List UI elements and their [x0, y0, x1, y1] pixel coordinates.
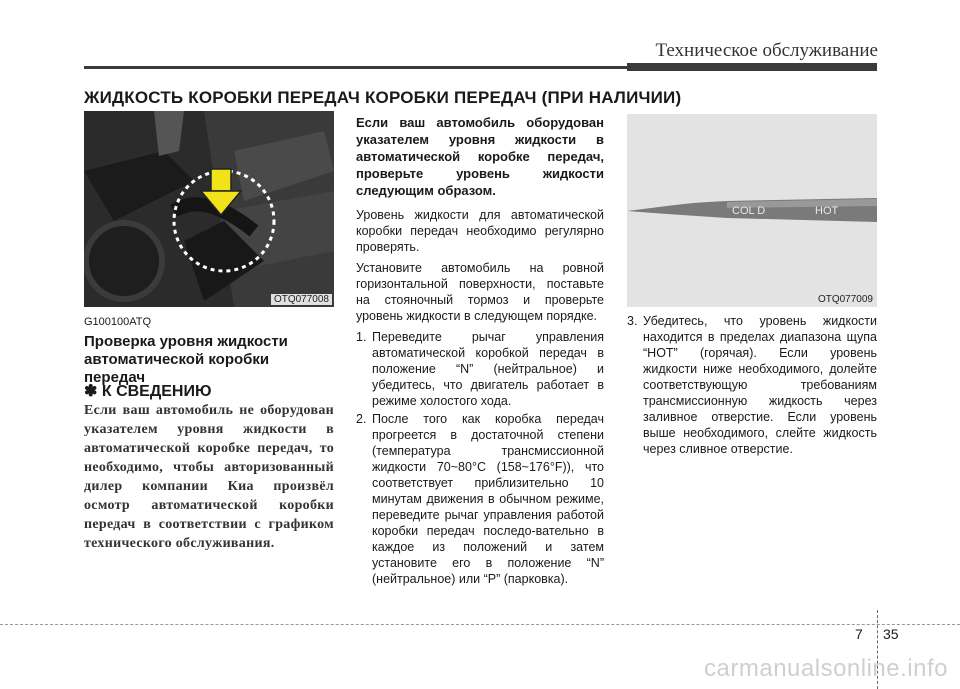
header-title: Техническое обслуживание [655, 40, 878, 61]
reference-code: G100100ATQ [84, 316, 152, 328]
caution-title: ✽ К СВЕДЕНИЮ [84, 383, 212, 400]
watermark: carmanualsonline.info [704, 655, 948, 682]
chapter-number: 7 [855, 626, 863, 642]
header-tab [627, 63, 877, 71]
middle-column [356, 114, 604, 589]
paragraph: Уровень жидкости для автоматической коробки передач необходимо регулярно проверять. [356, 208, 604, 254]
step-text: После того как коробка передач прогреется в достаточной степени (температура трансмиссионной жидкости 70~80°C (158~176°F)), что соответствует приблизительно 10 минутам движения в обычном режиме, переведите рычаг управления работой коробки передач последо-вательно в каждое из положений и затем установите его в положение “N” (нейтральное) или “P” (парковка). [372, 412, 604, 586]
dipstick-photo [627, 114, 877, 307]
photo-caption: OTQ077008 [271, 294, 332, 305]
engine-photo [84, 111, 334, 307]
steps-list [627, 313, 877, 457]
section-title: ЖИДКОСТЬ КОРОБКИ ПЕРЕДАЧ КОРОБКИ ПЕРЕДАЧ (ПРИ НАЛИЧИИ) [84, 88, 682, 107]
caution-text: Если ваш автомобиль не оборудован указателем уровня жидкости в автоматической коробке передач, то необходимо, чтобы авторизованный дилер компании Киа произвёл осмотр автоматической коробки передач в соответствии с графиком технического обслуживания. [84, 403, 334, 551]
photo-caption: OTQ077009 [817, 294, 873, 305]
step-number: 1. [356, 330, 367, 344]
dipstick-illustration [627, 114, 877, 307]
list-item [627, 313, 877, 457]
footer-line [0, 624, 960, 625]
steps-list [356, 329, 604, 587]
page-number: 35 [883, 626, 899, 642]
paragraph: Установите автомобиль на ровной горизонтальной поверхности, поставьте на стояночный тормоз и проверьте уровень жидкости в следующем порядке. [356, 261, 604, 323]
cold-mark: COL D [732, 205, 766, 217]
step-text: Переведите рычаг управления автоматической коробкой передач в положение “N” (нейтральное) и убедитесь, что двигатель работает в режиме холостого хода. [372, 330, 604, 408]
right-column [627, 313, 877, 459]
list-item [356, 329, 604, 409]
hot-mark: HOT [815, 205, 839, 217]
list-item [356, 411, 604, 587]
subsection-heading: Проверка уровня жидкости автоматической коробки передач [84, 333, 288, 386]
step-number: 3. [627, 314, 638, 328]
engine-illustration [84, 111, 334, 307]
step-text: Убедитесь, что уровень жидкости находится в пределах диапазона щупа “HOT” (горячая). Если уровень жидкости ниже необходимого, долейте соответствующую требованиям трансмиссионную жидкость через заливное отверстие. Если уровень выше необходимого, слейте жидкость через сливное отверстие. [643, 314, 877, 456]
step-number: 2. [356, 412, 367, 426]
intro-bold: Если ваш автомобиль оборудован указателем уровня жидкости в автоматической коробке передач, проверьте уровень жидкости следующим образом. [356, 115, 604, 198]
